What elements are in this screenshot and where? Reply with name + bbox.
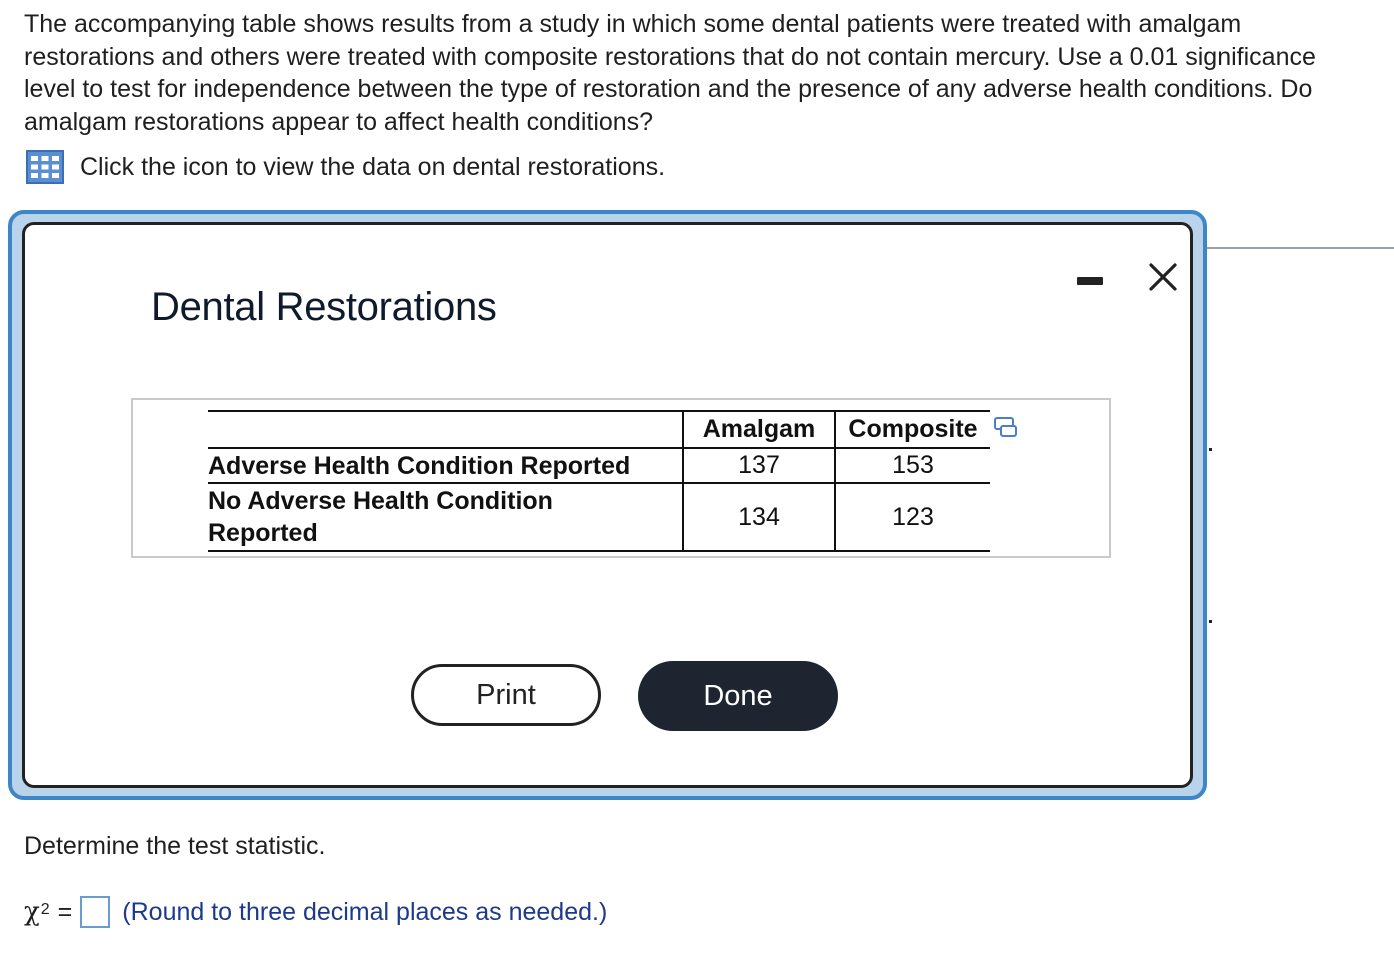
- cell-composite: 153: [892, 451, 934, 479]
- cell-composite: 123: [892, 502, 934, 531]
- rounding-hint: (Round to three decimal places as needed.): [122, 897, 608, 926]
- copy-icon[interactable]: [993, 416, 1019, 440]
- answer-input[interactable]: [80, 896, 110, 928]
- done-button[interactable]: Done: [638, 661, 838, 731]
- table-grid-icon[interactable]: [26, 150, 64, 184]
- table-corner: [208, 411, 683, 448]
- chi-letter: χ: [24, 897, 40, 927]
- chi-square-symbol: [24, 897, 50, 927]
- background-dot: [1209, 448, 1212, 451]
- row-label: [208, 483, 683, 551]
- cell-amalgam: 134: [683, 483, 835, 551]
- column-header-composite: Composite: [835, 411, 990, 448]
- chi-exponent: 2: [40, 901, 50, 918]
- background-dot: [1209, 620, 1212, 623]
- minimize-icon[interactable]: [1077, 270, 1107, 288]
- data-table: [208, 410, 990, 552]
- row-label-line: Reported: [208, 519, 318, 547]
- data-link-label[interactable]: Click the icon to view the data on dental restorations.: [80, 152, 666, 181]
- table-row: [208, 483, 990, 551]
- row-label-line: No Adverse Health Condition: [208, 487, 553, 515]
- question-text: The accompanying table shows results from a study in which some dental patients were treated with amalgam restorations and others were treated with composite restorations that do not contain mercury. Use a 0.01 significance level to test for independence between the type of restoration and the presence of any adverse health conditions. Do amalgam restorations appear to affect health conditions?: [24, 10, 1316, 136]
- data-modal: [8, 210, 1207, 800]
- table-frame: [131, 398, 1111, 558]
- modal-panel: [22, 222, 1193, 788]
- row-label: Adverse Health Condition Reported: [208, 448, 683, 483]
- print-button[interactable]: Print: [411, 664, 601, 726]
- column-header-amalgam: Amalgam: [683, 411, 835, 448]
- data-link[interactable]: [26, 149, 665, 185]
- equals-sign: =: [57, 897, 73, 926]
- close-icon[interactable]: [1145, 259, 1181, 295]
- background-divider: [1206, 247, 1394, 249]
- cell-amalgam: 137: [683, 448, 835, 483]
- answer-row: [24, 890, 607, 934]
- task-prompt: Determine the test statistic.: [24, 832, 326, 860]
- table-row: [208, 448, 990, 483]
- modal-title: Dental Restorations: [151, 285, 497, 329]
